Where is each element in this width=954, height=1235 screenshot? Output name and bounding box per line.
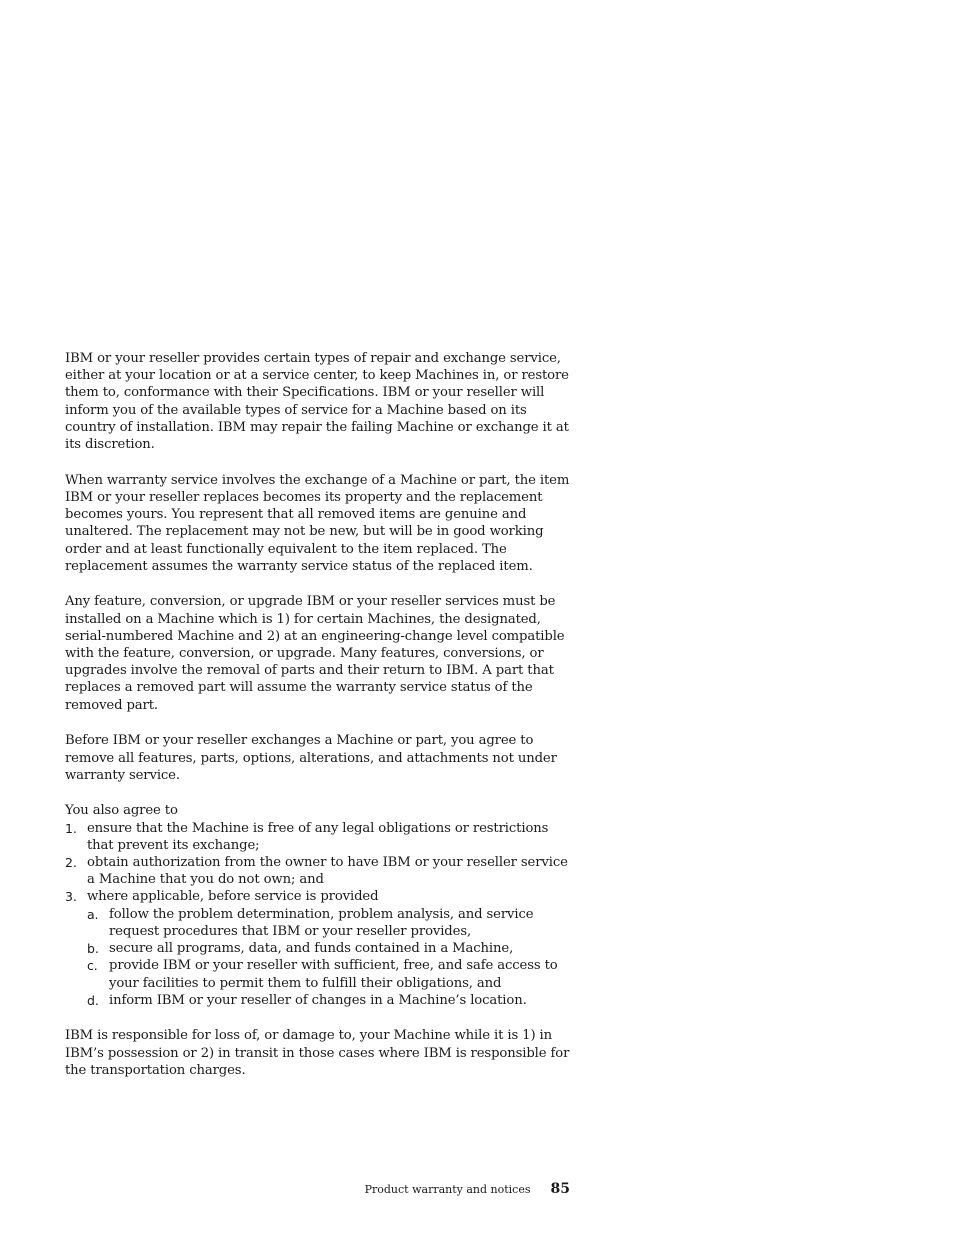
sublist-item-text: follow the problem determination, problem analysis, and service request procedures that IBM or your reseller provides, <box>109 906 534 939</box>
agreement-intro: You also agree to <box>65 803 178 819</box>
sublist-letter: d. <box>87 992 99 1008</box>
list-item-text: ensure that the Machine is free of any legal obligations or restrictions that prevent its exchange; <box>87 820 549 853</box>
sublist-letter: a. <box>87 906 99 922</box>
paragraph-remove-features: Before IBM or your reseller exchanges a Machine or part, you agree to remove all features, parts, options, alterations, and attachments not under warranty service. <box>65 733 557 783</box>
sublist-item <box>65 940 575 957</box>
list-item-text: where applicable, before service is provided <box>87 889 379 905</box>
list-number: 3. <box>65 889 77 905</box>
sublist-item <box>65 992 575 1009</box>
agreement-sublist <box>65 906 575 1009</box>
page-footer <box>365 1181 570 1197</box>
list-item <box>65 888 575 905</box>
list-number: 2. <box>65 855 77 871</box>
sublist-item <box>65 906 575 940</box>
document-body <box>65 350 575 1098</box>
paragraph-exchange: When warranty service involves the exchange of a Machine or part, the item IBM or your reseller replaces becomes its property and the replacement becomes yours. You represent that all removed items are genuine and unaltered. The replacement may not be new, but will be in good working order and at least functionally equivalent to the item replaced. The replacement assumes the warranty service status of the replaced item. <box>65 472 570 574</box>
list-item <box>65 820 575 854</box>
paragraph-feature-conversion: Any feature, conversion, or upgrade IBM or your reseller services must be installed on a Machine which is 1) for certain Machines, the designated, serial-numbered Machine and 2) at an engineering-change level compatible with the feature, conversion, or upgrade. Many features, conversions, or upgrades involve the removal of parts and their return to IBM. A part that replaces a removed part will assume the warranty service status of the removed part. <box>65 594 565 713</box>
sublist-item-text: inform IBM or your reseller of changes in a Machine’s location. <box>109 992 527 1008</box>
sublist-item <box>65 957 575 991</box>
list-item-text: obtain authorization from the owner to have IBM or your reseller service a Machine that you do not own; and <box>87 855 568 888</box>
list-number: 1. <box>65 820 77 836</box>
paragraph-service-types: IBM or your reseller provides certain types of repair and exchange service, either at your location or at a service center, to keep Machines in, or restore them to, conformance with their Specifications. IBM or your reseller will inform you of the available types of service for a Machine based on its country of installation. IBM may repair the failing Machine or exchange it at its discretion. <box>65 351 569 453</box>
list-item <box>65 854 575 888</box>
paragraph-loss-damage: IBM is responsible for loss of, or damage to, your Machine while it is 1) in IBM’s possession or 2) in transit in those cases where IBM is responsible for the transportation charges. <box>65 1028 570 1078</box>
sublist-item-text: provide IBM or your reseller with sufficient, free, and safe access to your facilities to permit them to fulfill their obligations, and <box>109 958 558 991</box>
sublist-item-text: secure all programs, data, and funds contained in a Machine, <box>109 941 514 957</box>
footer-section-title: Product warranty and notices <box>364 1183 531 1196</box>
page-number: 85 <box>550 1181 570 1197</box>
agreement-list <box>65 802 575 1008</box>
sublist-letter: b. <box>87 941 99 957</box>
sublist-letter: c. <box>87 958 98 974</box>
